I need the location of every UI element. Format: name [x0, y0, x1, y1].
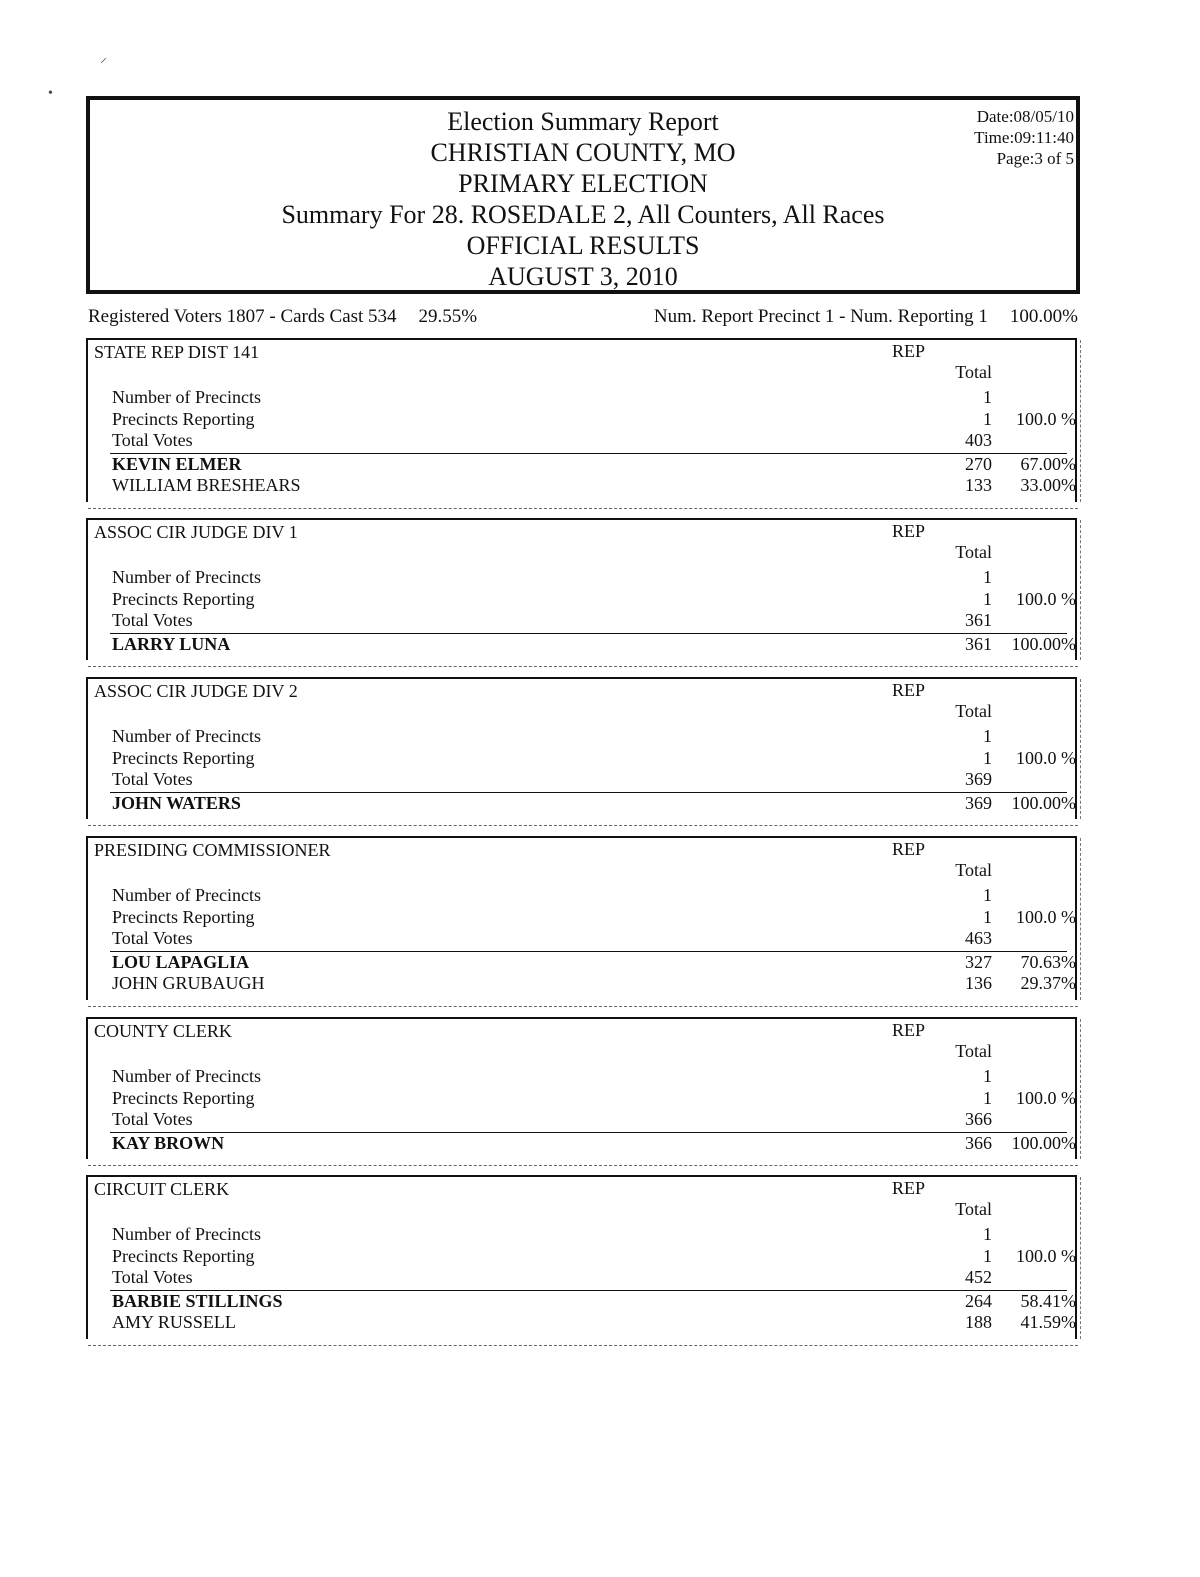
scan-edge — [1080, 1019, 1081, 1159]
candidate-name: JOHN WATERS — [112, 792, 241, 813]
total-votes-row — [88, 429, 1075, 451]
race-title: COUNTY CLERK — [94, 1021, 232, 1041]
candidate-name: WILLIAM BRESHEARS — [112, 475, 301, 495]
total-votes-row — [88, 768, 1075, 790]
row-value: 1 — [983, 567, 992, 587]
row-label: Total Votes — [112, 610, 193, 630]
race-title: ASSOC CIR JUDGE DIV 2 — [94, 681, 298, 701]
scan-edge — [1080, 1177, 1081, 1339]
row-value: 1 — [983, 747, 992, 768]
total-column-header: Total — [955, 542, 992, 562]
row-value: 366 — [965, 1109, 992, 1129]
row-label: Total Votes — [112, 430, 193, 450]
county-name: CHRISTIAN COUNTY, MO — [430, 138, 736, 167]
candidate-name: JOHN GRUBAUGH — [112, 973, 265, 993]
candidate-votes: 270 — [965, 453, 992, 474]
total-votes-row — [88, 609, 1075, 631]
row-value: 1 — [983, 885, 992, 905]
candidate-name: BARBIE STILLINGS — [112, 1290, 283, 1311]
candidate-name: LARRY LUNA — [112, 633, 231, 654]
precincts-reporting-row — [88, 588, 1075, 610]
row-label: Number of Precincts — [112, 387, 261, 407]
candidate-row — [88, 633, 1075, 655]
row-value: 1 — [983, 1245, 992, 1266]
candidate-name: KEVIN ELMER — [112, 453, 242, 474]
scan-mark: • — [48, 86, 53, 101]
row-value: 1 — [983, 906, 992, 927]
row-percent: 100.0 % — [1016, 588, 1076, 609]
number-of-precincts-row — [88, 1065, 1075, 1087]
party-label: REP — [892, 680, 926, 700]
precincts-reporting-row — [88, 747, 1075, 769]
candidate-name: AMY RUSSELL — [112, 1312, 236, 1332]
race-title: STATE REP DIST 141 — [94, 342, 260, 362]
race-block — [86, 1175, 1077, 1339]
row-value: 1 — [983, 726, 992, 746]
row-label: Number of Precincts — [112, 1224, 261, 1244]
scan-edge — [1080, 520, 1081, 660]
row-value: 1 — [983, 408, 992, 429]
election-name: PRIMARY ELECTION — [458, 169, 708, 198]
total-column-header: Total — [955, 701, 992, 721]
row-value: 361 — [965, 610, 992, 630]
row-percent: 100.0 % — [1016, 906, 1076, 927]
total-column-header: Total — [955, 1199, 992, 1219]
row-value: 1 — [983, 1224, 992, 1244]
candidate-votes: 366 — [965, 1132, 992, 1153]
precincts-reporting-row — [88, 906, 1075, 928]
row-label: Precincts Reporting — [112, 588, 255, 609]
row-value: 403 — [965, 430, 992, 450]
candidate-percent: 67.00% — [1020, 453, 1076, 474]
row-label: Total Votes — [112, 928, 193, 948]
candidate-name: KAY BROWN — [112, 1132, 225, 1153]
party-label: REP — [892, 341, 926, 361]
candidate-votes: 136 — [965, 973, 992, 993]
row-label: Number of Precincts — [112, 885, 261, 905]
registered-voters-summary — [88, 306, 477, 328]
candidate-percent: 70.63% — [1020, 951, 1076, 972]
precinct-reporting-text: Num. Report Precinct 1 - Num. Reporting 1 — [653, 306, 988, 327]
row-percent: 100.0 % — [1016, 1245, 1076, 1266]
total-column-header: Total — [955, 860, 992, 880]
candidate-votes: 327 — [965, 951, 992, 972]
candidate-row — [88, 1132, 1075, 1154]
row-percent: 100.0 % — [1016, 408, 1076, 429]
candidate-name: LOU LAPAGLIA — [112, 951, 250, 972]
number-of-precincts-row — [88, 386, 1075, 408]
row-label: Precincts Reporting — [112, 1245, 255, 1266]
row-value: 1 — [983, 588, 992, 609]
race-block — [86, 836, 1077, 1000]
scan-edge — [1080, 679, 1081, 819]
candidate-percent: 29.37% — [1020, 973, 1076, 993]
report-titles — [90, 106, 1076, 292]
results-status: OFFICIAL RESULTS — [466, 231, 700, 260]
row-value: 1 — [983, 1066, 992, 1086]
party-label: REP — [892, 839, 926, 859]
candidate-votes: 264 — [965, 1290, 992, 1311]
registered-voters-text: Registered Voters 1807 - Cards Cast 534 — [88, 306, 397, 327]
row-label: Precincts Reporting — [112, 906, 255, 927]
report-time: Time:09:11:40 — [974, 128, 1074, 147]
row-label: Precincts Reporting — [112, 408, 255, 429]
candidate-percent: 100.00% — [1011, 633, 1076, 654]
total-column-header: Total — [955, 362, 992, 382]
scan-edge — [1080, 340, 1081, 502]
election-date: AUGUST 3, 2010 — [488, 262, 678, 291]
race-block — [86, 518, 1077, 660]
number-of-precincts-row — [88, 884, 1075, 906]
row-value: 452 — [965, 1267, 992, 1287]
scan-mark: ⸝ — [100, 51, 107, 66]
candidate-row — [88, 972, 1075, 994]
candidate-row — [88, 1311, 1075, 1333]
summary-scope: Summary For 28. ROSEDALE 2, All Counters, All Races — [281, 200, 885, 229]
race-block — [86, 677, 1077, 819]
party-label: REP — [892, 1178, 926, 1198]
row-label: Precincts Reporting — [112, 1087, 255, 1108]
row-label: Total Votes — [112, 769, 193, 789]
report-date: Date:08/05/10 — [976, 107, 1074, 126]
candidate-row — [88, 792, 1075, 814]
precinct-reporting-summary — [654, 306, 1078, 328]
candidate-row — [88, 453, 1075, 475]
row-label: Number of Precincts — [112, 567, 261, 587]
precincts-reporting-row — [88, 408, 1075, 430]
candidate-votes: 188 — [965, 1312, 992, 1332]
candidate-row — [88, 474, 1075, 496]
reporting-percent: 100.00% — [1009, 306, 1078, 327]
total-votes-row — [88, 1108, 1075, 1130]
report-header — [86, 96, 1080, 294]
row-label: Number of Precincts — [112, 726, 261, 746]
candidate-percent: 100.00% — [1011, 1132, 1076, 1153]
row-label: Total Votes — [112, 1267, 193, 1287]
precincts-reporting-row — [88, 1087, 1075, 1109]
precincts-reporting-row — [88, 1245, 1075, 1267]
row-label: Number of Precincts — [112, 1066, 261, 1086]
number-of-precincts-row — [88, 1223, 1075, 1245]
race-title: CIRCUIT CLERK — [94, 1179, 230, 1199]
row-percent: 100.0 % — [1016, 747, 1076, 768]
scan-edge — [1080, 838, 1081, 1000]
report-meta — [974, 106, 1074, 169]
candidate-percent: 58.41% — [1020, 1290, 1076, 1311]
candidate-row — [88, 1290, 1075, 1312]
race-title: ASSOC CIR JUDGE DIV 1 — [94, 522, 298, 542]
race-block — [86, 338, 1077, 502]
row-value: 463 — [965, 928, 992, 948]
row-value: 369 — [965, 769, 992, 789]
candidate-percent: 100.00% — [1011, 792, 1076, 813]
report-title: Election Summary Report — [447, 107, 719, 136]
row-percent: 100.0 % — [1016, 1087, 1076, 1108]
row-label: Precincts Reporting — [112, 747, 255, 768]
candidate-percent: 33.00% — [1020, 475, 1076, 495]
candidate-votes: 133 — [965, 475, 992, 495]
party-label: REP — [892, 1020, 926, 1040]
page-number: Page:3 of 5 — [996, 149, 1074, 168]
race-title: PRESIDING COMMISSIONER — [94, 840, 331, 860]
number-of-precincts-row — [88, 566, 1075, 588]
candidate-percent: 41.59% — [1020, 1312, 1076, 1332]
row-label: Total Votes — [112, 1109, 193, 1129]
row-value: 1 — [983, 1087, 992, 1108]
total-column-header: Total — [955, 1041, 992, 1061]
row-value: 1 — [983, 387, 992, 407]
candidate-votes: 369 — [965, 792, 992, 813]
race-block — [86, 1017, 1077, 1159]
turnout-percent: 29.55% — [418, 306, 478, 327]
number-of-precincts-row — [88, 725, 1075, 747]
party-label: REP — [892, 521, 926, 541]
candidate-row — [88, 951, 1075, 973]
candidate-votes: 361 — [965, 633, 992, 654]
total-votes-row — [88, 1266, 1075, 1288]
total-votes-row — [88, 927, 1075, 949]
